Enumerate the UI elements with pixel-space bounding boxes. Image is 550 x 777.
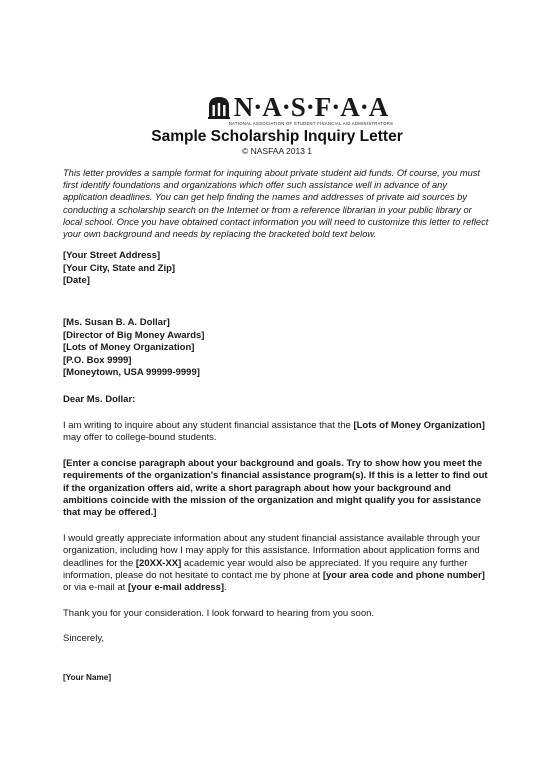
recipient-address	[63, 317, 491, 379]
intro-paragraph: This letter provides a sample format for inquiring about private student aid funds. Of course, you must first identify foundations and organizations which offer such assistance well in advance of any application deadlines. You can get help finding the names and addresses of private aid sources by conducting a scholarship search on the Internet or from a reference librarian in your public library or local school. Once you have obtained contact information you will need to customize this letter to reflect your own background and needs by replacing the bracketed bold text below.	[63, 168, 489, 240]
nasfaa-columns-icon	[206, 94, 232, 120]
recipient-line: [Director of Big Money Awards]	[63, 329, 205, 341]
signature-name: [Your Name]	[63, 672, 112, 682]
paragraph-inquiry	[63, 420, 491, 445]
sender-address	[63, 250, 491, 287]
sender-line: [Your Street Address]	[63, 250, 161, 262]
organization-placeholder: [Lots of Money Organization]	[353, 419, 485, 431]
paragraph-request	[63, 533, 491, 595]
logo-wordmark: N·A·S·F·A·A	[233, 92, 389, 122]
copyright-line: © NASFAA 2013 1	[241, 146, 313, 156]
paragraph-text: .	[224, 582, 227, 594]
phone-placeholder: [your area code and phone number]	[322, 569, 485, 581]
sender-line: [Your City, State and Zip]	[63, 262, 176, 274]
paragraph-text: may offer to college-bound students.	[63, 432, 217, 444]
paragraph-thanks: Thank you for your consideration. I look forward to hearing from you soon.	[63, 607, 375, 619]
closing: Sincerely,	[63, 633, 105, 645]
greeting: Dear Ms. Dollar:	[63, 394, 136, 406]
paragraph-background-placeholder: [Enter a concise paragraph about your background and goals. Try to show how you meet the requirements of the organization's financial assistance program(s). If this is a letter to find out if the organization offers aid, write a short paragraph about how your background and ambitions coincide with the mission of the organization and might qualify you for assistance that may be offered.]	[63, 457, 488, 519]
academic-year-placeholder: [20XX-XX]	[135, 557, 182, 569]
recipient-line: [Ms. Susan B. A. Dollar]	[63, 317, 170, 329]
recipient-line: [Lots of Money Organization]	[63, 342, 195, 354]
paragraph-text: I am writing to inquire about any student financial assistance that the	[63, 419, 354, 431]
recipient-line: [P.O. Box 9999]	[63, 354, 132, 366]
letter-page	[63, 92, 491, 683]
logo-subtitle: NATIONAL ASSOCIATION OF STUDENT FINANCIAL AID ADMINISTRATORS	[228, 121, 394, 126]
email-placeholder: [your e-mail address]	[127, 582, 225, 594]
logo-row	[206, 92, 389, 120]
paragraph-text: or via e-mail at	[63, 582, 128, 594]
paragraph-text: I would greatly appreciate information about any student financial assistance available through your organization, including how I may apply for this assistance. Information about application forms and deadlines for the	[63, 532, 481, 569]
recipient-line: [Moneytown, USA 99999-9999]	[63, 367, 200, 379]
document-title: Sample Scholarship Inquiry Letter	[151, 128, 403, 145]
nasfaa-logo	[103, 92, 491, 126]
paragraph-text: academic year would also be appreciated. If you require any further information, please do not hesitate to contact me by phone at	[63, 557, 468, 581]
sender-line: [Date]	[63, 275, 90, 287]
